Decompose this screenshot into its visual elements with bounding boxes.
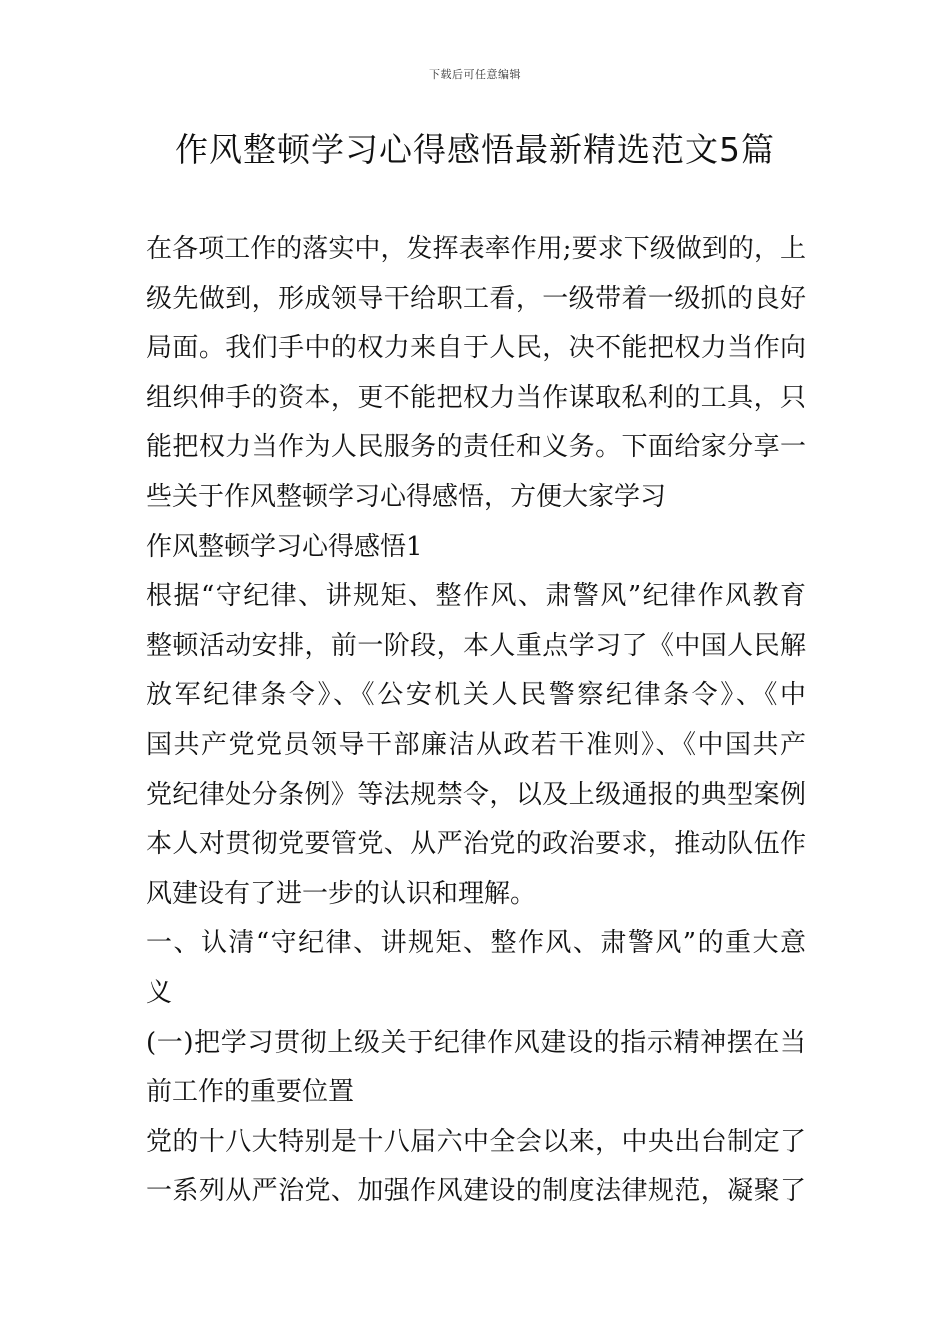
document-title: 作风整顿学习心得感悟最新精选范文5篇 [175, 130, 775, 169]
body-line: 在各项工作的落实中，发挥表率作用;要求下级做到的，上 [146, 234, 806, 264]
body-line: 本人对贯彻党要管党、从严治党的政治要求，推动队伍作 [146, 829, 806, 860]
body-line: 风建设有了进一步的认识和理解。 [146, 878, 537, 909]
body-line: 级先做到，形成领导干给职工看，一级带着一级抓的良好 [146, 283, 806, 314]
body-line: 国共产党党员领导干部廉洁从政若干准则》、《中国共产 [146, 729, 806, 760]
body-line: 整顿活动安排，前一阶段，本人重点学习了《中国人民解 [146, 630, 806, 661]
body-line: (一)把学习贯彻上级关于纪律作风建设的指示精神摆在当 [146, 1027, 806, 1058]
body-line: 义 [146, 977, 173, 1008]
body-line: 能把权力当作为人民服务的责任和义务。下面给家分享一 [146, 432, 806, 463]
body-line: 局面。我们手中的权力来自于人民，决不能把权力当作向 [146, 333, 806, 364]
body-line: 组织伸手的资本，更不能把权力当作谋取私利的工具，只 [146, 382, 806, 413]
body-line: 根据“守纪律、讲规矩、整作风、肃警风”纪律作风教育 [146, 581, 806, 612]
body-line: 一、认清“守纪律、讲规矩、整作风、肃警风”的重大意 [146, 928, 806, 959]
body-line: 前工作的重要位置 [146, 1077, 355, 1108]
body-line: 放军纪律条令》、《公安机关人民警察纪律条令》、《中 [146, 680, 806, 711]
body-line: 一系列从严治党、加强作风建设的制度法律规范，凝聚了 [146, 1176, 806, 1207]
document-body [146, 225, 806, 1217]
body-line: 党的十八大特别是十八届六中全会以来，中央出台制定了 [146, 1126, 806, 1157]
body-line: 些关于作风整顿学习心得感悟，方便大家学习 [146, 481, 667, 512]
header-note: 下载后可任意编辑 [429, 68, 521, 81]
body-line: 党纪律处分条例》等法规禁令，以及上级通报的典型案例 [146, 779, 806, 810]
body-line: 作风整顿学习心得感悟1 [146, 531, 423, 562]
